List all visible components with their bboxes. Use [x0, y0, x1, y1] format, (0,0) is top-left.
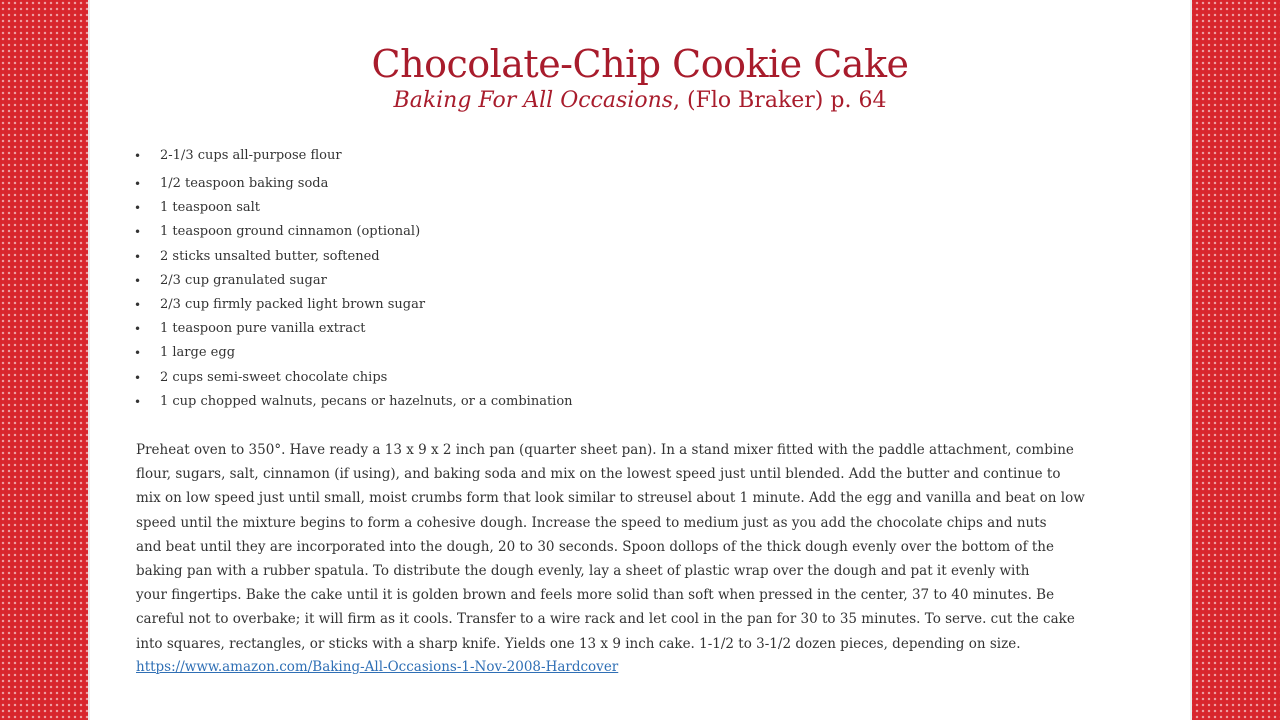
- recipe-slide: [88, 0, 1192, 720]
- recipe-title: Chocolate-Chip Cookie Cake: [371, 42, 909, 86]
- ingredient-text: 1 cup chopped walnuts, pecans or hazelnuts, or a combination: [160, 393, 573, 409]
- ingredient-text: 1 teaspoon salt: [160, 200, 261, 216]
- ingredient-item: [134, 172, 573, 196]
- method-line: your fingertips. Bake the cake until it is golden brown and feels more solid than soft when pressed in the center, 37 to 40 minutes. Be: [136, 587, 1055, 604]
- bullet-icon: •: [134, 149, 142, 163]
- bullet-icon: •: [134, 346, 142, 361]
- bullet-icon: •: [134, 370, 142, 385]
- book-author-page: , (Flo Braker) p. 64: [673, 88, 887, 113]
- bullet-icon: •: [134, 177, 142, 191]
- ingredient-text: 1 large egg: [160, 345, 236, 361]
- method-line: and beat until they are incorporated into the dough, 20 to 30 seconds. Spoon dollops of the thick dough evenly over the bottom of the: [136, 538, 1054, 555]
- ingredient-text: 1 teaspoon ground cinnamon (optional): [160, 224, 421, 240]
- method-line: speed until the mixture begins to form a cohesive dough. Increase the speed to medium just as you add the chocolate chips and nuts: [136, 514, 1047, 531]
- ingredients-list: [134, 144, 573, 414]
- recipe-subtitle: [90, 86, 1190, 116]
- method-paragraph: [136, 438, 1096, 656]
- ingredient-item: [134, 366, 573, 390]
- ingredient-text: 2 sticks unsalted butter, softened: [160, 248, 380, 264]
- ingredient-text: 2-1/3 cups all-purpose flour: [160, 148, 342, 163]
- ingredient-item: [134, 317, 573, 341]
- ingredient-item: [134, 390, 573, 414]
- ingredient-item: [134, 293, 573, 317]
- bullet-icon: •: [134, 297, 142, 312]
- book-title: Baking For All Occasions: [393, 88, 674, 113]
- ingredient-item: [134, 245, 573, 269]
- bullet-icon: •: [134, 249, 142, 264]
- ingredient-text: 2 cups semi-sweet chocolate chips: [160, 369, 388, 385]
- ingredient-item: [134, 341, 573, 365]
- method-line: flour, sugars, salt, cinnamon (if using), and baking soda and mix on the lowest speed just until blended. Add the butter and continue to: [136, 466, 1061, 483]
- ingredient-text: 2/3 cup granulated sugar: [160, 272, 327, 288]
- ingredient-text: 1 teaspoon pure vanilla extract: [160, 321, 366, 337]
- method-line: careful not to overbake; it will firm as it cools. Transfer to a wire rack and let cool in the pan for 30 to 35 minutes. To serve. cut the cake: [136, 611, 1075, 628]
- ingredient-item: [134, 144, 573, 172]
- bullet-icon: •: [134, 322, 142, 337]
- bullet-icon: •: [134, 273, 142, 288]
- method-line: Preheat oven to 350°. Have ready a 13 x 9 x 2 inch pan (quarter sheet pan). In a stand mixer fitted with the paddle attachment, combine: [136, 442, 1074, 458]
- method-line: baking pan with a rubber spatula. To distribute the dough evenly, lay a sheet of plastic wrap over the dough and pat it evenly with: [136, 563, 1030, 580]
- ingredient-item: [134, 269, 573, 293]
- method-line: into squares, rectangles, or sticks with a sharp knife. Yields one 13 x 9 inch cake. 1-1/2 to 3-1/2 dozen pieces, depending on size.: [136, 635, 1021, 652]
- amazon-link[interactable]: https://www.amazon.com/Baking-All-Occasions-1-Nov-2008-Hardcover: [136, 659, 619, 675]
- bullet-icon: •: [134, 201, 142, 216]
- ingredient-item: [134, 196, 573, 220]
- bullet-icon: •: [134, 394, 142, 409]
- ingredient-item: [134, 220, 573, 244]
- bullet-icon: •: [134, 225, 142, 240]
- ingredient-text: 1/2 teaspoon baking soda: [160, 176, 329, 191]
- method-line: mix on low speed just until small, moist crumbs form that look similar to streusel about 1 minute. Add the egg and vanilla and beat on low: [136, 490, 1085, 507]
- ingredient-text: 2/3 cup firmly packed light brown sugar: [160, 296, 426, 312]
